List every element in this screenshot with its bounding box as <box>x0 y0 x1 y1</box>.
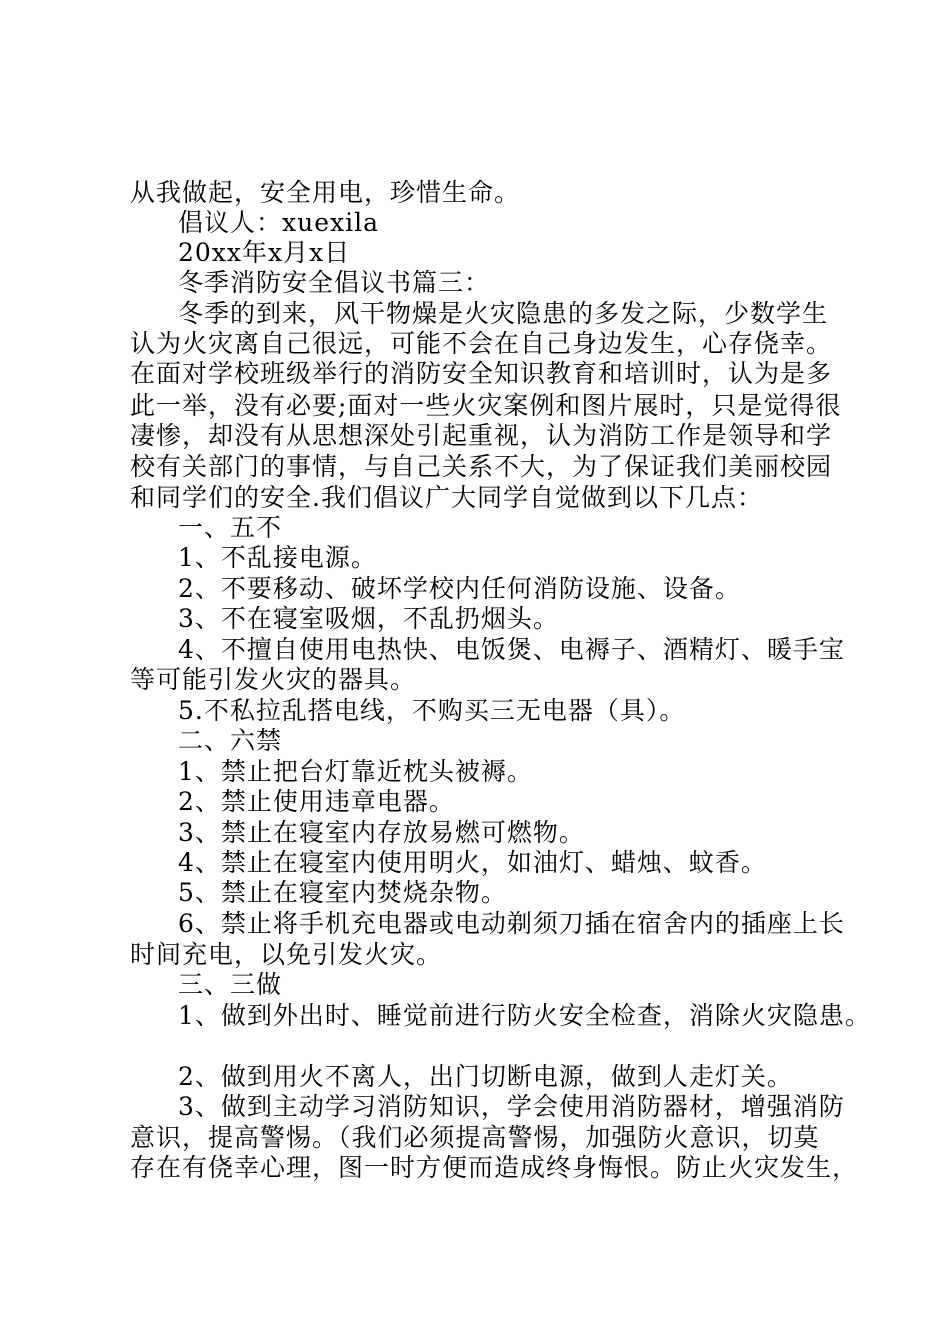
list-item-continuation: 时间充电，以免引发火灾。 <box>130 940 443 969</box>
list-item-continuation: 意识，提高警惕。（我们必须提高警惕，加强防火意识，切莫 <box>130 1123 820 1152</box>
list-heading: 一、五不 <box>178 513 283 542</box>
list-item: 3、禁止在寝室内存放易燃可燃物。 <box>178 818 585 847</box>
list-item-continuation: 存在有侥幸心理，图一时方便而造成终身悔恨。防止火灾发生， <box>130 1153 859 1182</box>
list-item: 1、不乱接电源。 <box>178 543 377 572</box>
list-item: 5.不私拉乱搭电线，不购买三无电器（具）。 <box>178 696 686 725</box>
paragraph-line: 校有关部门的事情，与自己关系不大，为了保证我们美丽校园 <box>130 452 833 481</box>
list-item: 6、禁止将手机充电器或电动剃须刀插在宿舍内的插座上长 <box>178 909 845 938</box>
list-item: 1、做到外出时、睡觉前进行防火安全检查，消除火灾隐患。 <box>178 1001 871 1030</box>
paragraph-line: 冬季的到来，风干物燥是火灾隐患的多发之际，少数学生 <box>178 299 829 328</box>
list-item: 1、禁止把台灯靠近枕头被褥。 <box>178 757 533 786</box>
paragraph-line: 凄惨，却没有从思想深处引起重视，认为消防工作是领导和学 <box>130 421 833 450</box>
section-heading: 冬季消防安全倡议书篇三： <box>178 268 491 297</box>
list-heading: 三、三做 <box>178 970 283 999</box>
date-line: 20xx年x月x日 <box>178 238 351 267</box>
list-item: 2、禁止使用违章电器。 <box>178 787 455 816</box>
paragraph-line: 在面对学校班级举行的消防安全知识教育和培训时，认为是多 <box>130 359 833 388</box>
list-item-continuation: 等可能引发火灾的器具。 <box>130 665 417 694</box>
paragraph-line: 和同学们的安全.我们倡议广大同学自觉做到以下几点： <box>130 483 763 512</box>
paragraph-line: 认为火灾离自己很远，可能不会在自己身边发生，心存侥幸。 <box>130 329 833 358</box>
paragraph-line: 此一举，没有必要;面对一些火灾案例和图片展时，只是觉得很 <box>130 391 842 420</box>
text-line: 从我做起，安全用电，珍惜生命。 <box>130 178 521 207</box>
list-heading: 二、六禁 <box>178 726 283 755</box>
list-item: 3、做到主动学习消防知识，学会使用消防器材，增强消防 <box>178 1092 845 1121</box>
list-item: 3、不在寝室吸烟，不乱扔烟头。 <box>178 604 559 633</box>
list-item: 4、不擅自使用电热快、电饭煲、电褥子、酒精灯、暖手宝 <box>178 635 845 664</box>
list-item: 5、禁止在寝室内焚烧杂物。 <box>178 878 507 907</box>
signer-line: 倡议人：xuexila <box>178 208 379 237</box>
list-item: 4、禁止在寝室内使用明火，如油灯、蜡烛、蚊香。 <box>178 848 767 877</box>
list-item: 2、做到用火不离人，出门切断电源，做到人走灯关。 <box>178 1062 793 1091</box>
list-item: 2、不要移动、破坏学校内任何消防设施、设备。 <box>178 574 741 603</box>
